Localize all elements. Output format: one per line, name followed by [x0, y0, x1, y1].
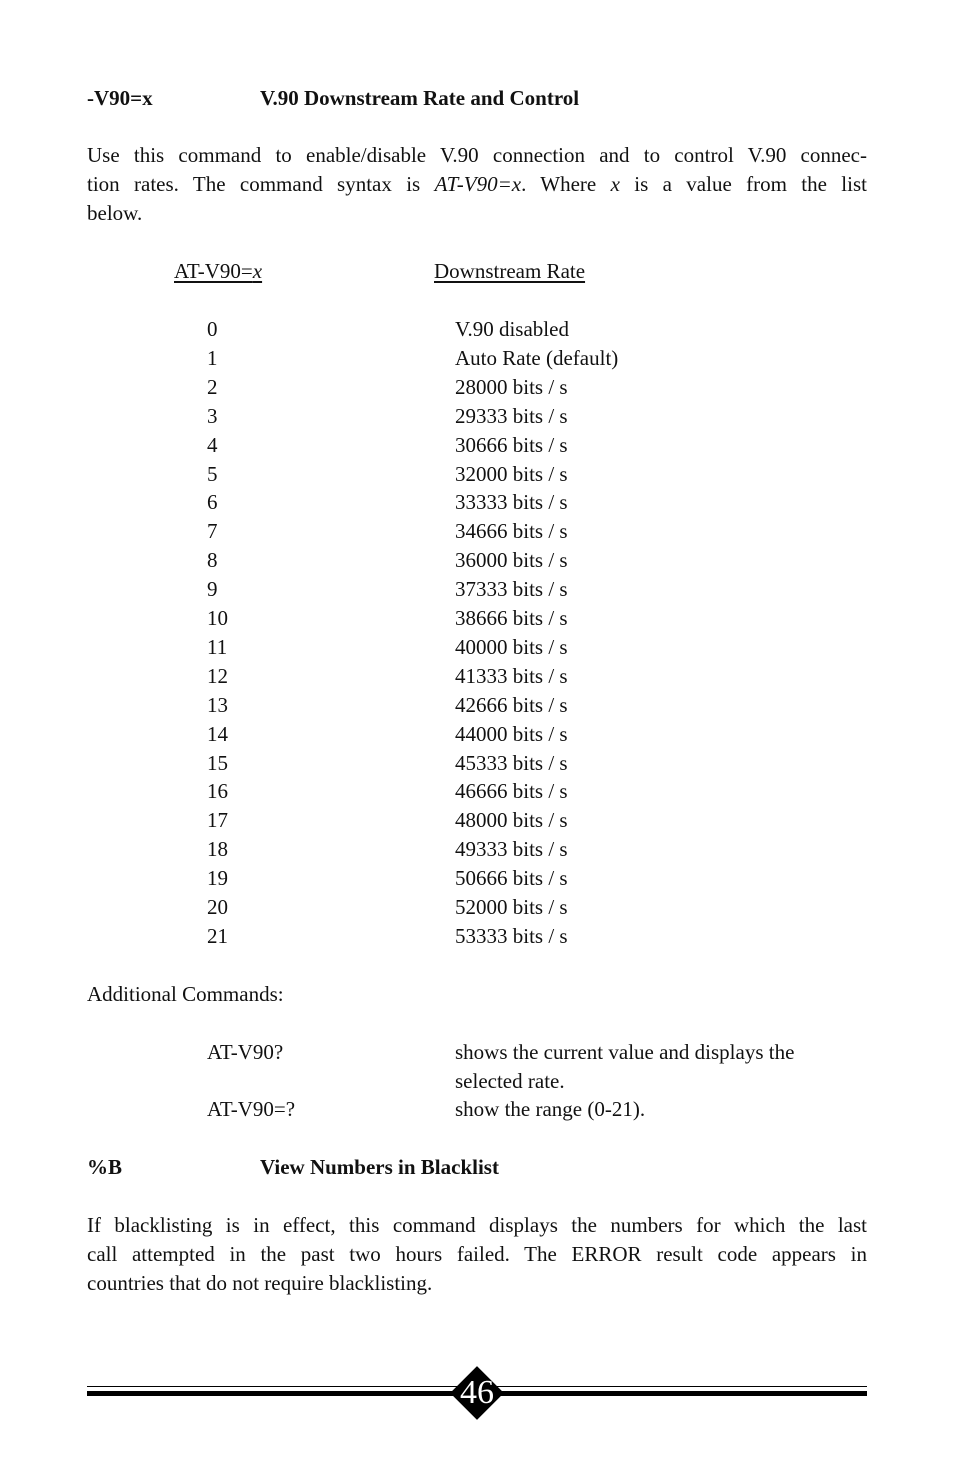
intro-line-1: Use this command to enable/disable V.90 connection and to control V.90 connec- [87, 143, 867, 167]
page-number: 46 [460, 1374, 494, 1411]
row-downstream-rate: 42666 bits / s [455, 692, 568, 717]
row-value-x: 15 [207, 750, 228, 775]
table-row [0, 777, 954, 806]
row-value-x: 17 [207, 808, 228, 833]
cmd-query-value-desc-1: shows the current value and displays the [455, 1040, 795, 1064]
row-value-x: 5 [207, 461, 218, 486]
row-downstream-rate: 33333 bits / s [455, 490, 568, 515]
intro-line-3: below. [87, 201, 143, 225]
table-row [0, 575, 954, 604]
row-downstream-rate: 50666 bits / s [455, 866, 568, 891]
row-value-x: 11 [207, 634, 228, 659]
row-value-x: 4 [207, 432, 218, 457]
row-downstream-rate: 30666 bits / s [455, 432, 568, 457]
cmd-query-range-desc: show the range (0-21). [455, 1097, 646, 1121]
row-downstream-rate: 46666 bits / s [455, 779, 568, 804]
cmd-query-value-desc-2: selected rate. [455, 1069, 565, 1093]
table-header-rate: Downstream Rate [434, 259, 586, 283]
table-row [0, 662, 954, 691]
row-downstream-rate: 53333 bits / s [455, 923, 568, 948]
table-row [0, 604, 954, 633]
row-value-x: 8 [207, 548, 218, 573]
section-code-b: %B [87, 1155, 123, 1179]
row-value-x: 6 [207, 490, 218, 515]
cmd-query-range: AT-V90=? [207, 1097, 296, 1121]
row-value-x: 0 [207, 317, 218, 341]
blacklist-line-3: countries that do not require blacklisting. [87, 1271, 433, 1295]
table-row [0, 633, 954, 662]
table-row [0, 691, 954, 720]
table-row [0, 749, 954, 778]
row-downstream-rate: 40000 bits / s [455, 634, 568, 659]
row-downstream-rate: V.90 disabled [455, 317, 569, 341]
row-value-x: 21 [207, 923, 228, 948]
row-value-x: 18 [207, 837, 228, 862]
row-downstream-rate: 32000 bits / s [455, 461, 568, 486]
table-row [0, 344, 954, 373]
blacklist-line-2: call attempted in the past two hours failed. The ERROR result code appears in [87, 1242, 867, 1266]
row-downstream-rate: Auto Rate (default) [455, 345, 619, 370]
row-downstream-rate: 49333 bits / s [455, 837, 568, 862]
table-row [0, 835, 954, 864]
section-code-v90: -V90=x [87, 86, 153, 110]
row-value-x: 19 [207, 866, 228, 891]
table-row [0, 402, 954, 431]
table-row [0, 720, 954, 749]
table-header-command: AT-V90=x [174, 259, 263, 283]
row-value-x: 13 [207, 692, 228, 717]
section-title-b: View Numbers in Blacklist [260, 1155, 499, 1179]
row-value-x: 10 [207, 606, 228, 630]
row-value-x: 9 [207, 577, 218, 602]
row-downstream-rate: 48000 bits / s [455, 808, 568, 833]
row-value-x: 1 [207, 345, 218, 370]
row-downstream-rate: 38666 bits / s [455, 606, 568, 630]
table-row [0, 431, 954, 460]
variable-x: x [610, 172, 620, 196]
additional-commands-label: Additional Commands: [87, 982, 284, 1006]
section-title-v90: V.90 Downstream Rate and Control [260, 86, 580, 110]
row-value-x: 16 [207, 779, 228, 804]
row-value-x: 7 [207, 519, 218, 544]
table-row [0, 864, 954, 893]
row-downstream-rate: 29333 bits / s [455, 403, 568, 428]
row-downstream-rate: 44000 bits / s [455, 721, 568, 746]
syntax-example: AT-V90=x [434, 172, 522, 196]
row-downstream-rate: 28000 bits / s [455, 374, 568, 399]
row-downstream-rate: 36000 bits / s [455, 548, 568, 573]
row-downstream-rate: 37333 bits / s [455, 577, 568, 602]
row-downstream-rate: 52000 bits / s [455, 895, 568, 919]
row-downstream-rate: 45333 bits / s [455, 750, 568, 775]
row-value-x: 2 [207, 374, 218, 399]
intro-line-2: tion rates. The command syntax is AT-V90=x. Where x is a value from the list [87, 172, 867, 196]
row-downstream-rate: 34666 bits / s [455, 519, 568, 544]
row-value-x: 14 [207, 721, 228, 746]
row-value-x: 3 [207, 403, 218, 428]
table-row [0, 922, 954, 951]
row-value-x: 12 [207, 663, 228, 688]
row-downstream-rate: 41333 bits / s [455, 663, 568, 688]
table-row [0, 893, 954, 922]
table-row [0, 517, 954, 546]
table-row [0, 488, 954, 517]
cmd-query-value: AT-V90? [207, 1040, 284, 1064]
table-row [0, 806, 954, 835]
table-row [0, 315, 954, 344]
table-row [0, 460, 954, 489]
table-row [0, 546, 954, 575]
row-value-x: 20 [207, 895, 228, 919]
table-row [0, 373, 954, 402]
blacklist-line-1: If blacklisting is in effect, this command displays the numbers for which the last [87, 1213, 867, 1237]
